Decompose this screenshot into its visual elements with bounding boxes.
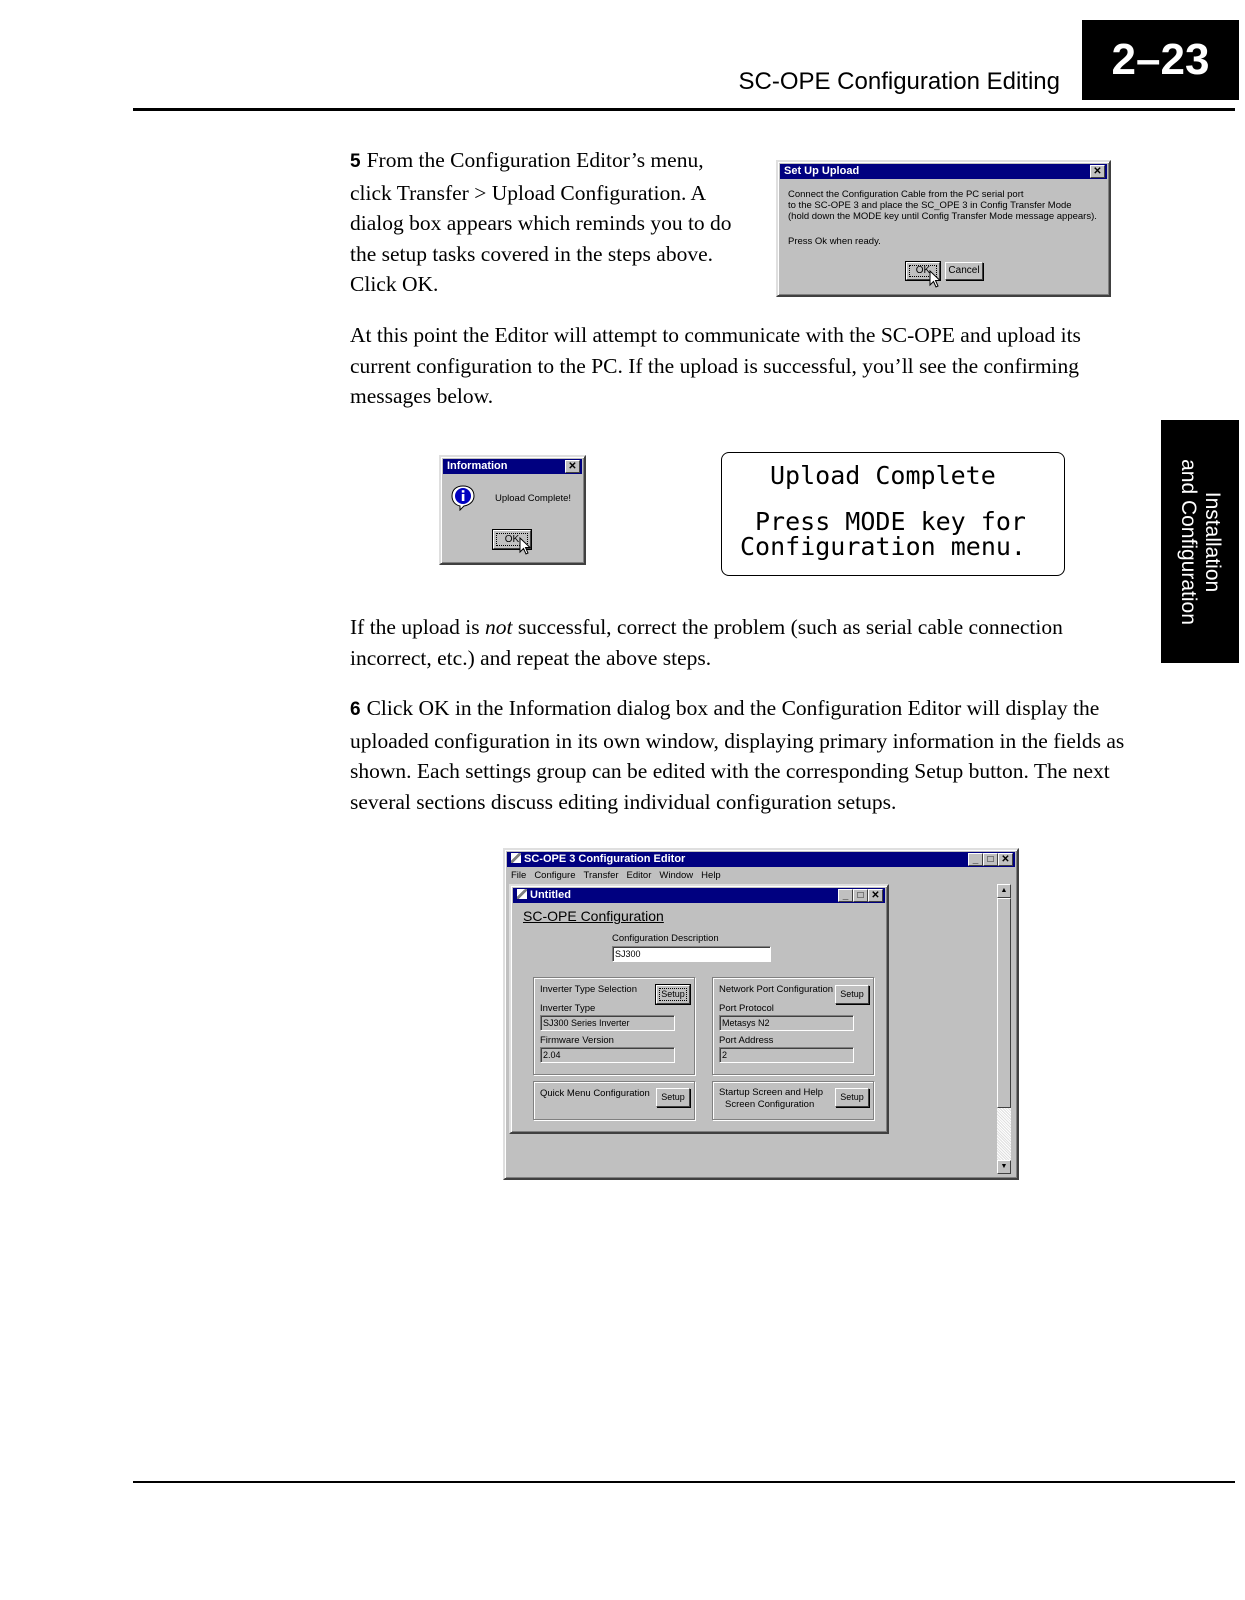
- minimize-icon[interactable]: _: [838, 889, 853, 902]
- quick-menu-setup-button[interactable]: Setup: [656, 1088, 690, 1107]
- quick-menu-label: Quick Menu Configuration: [540, 1088, 650, 1099]
- ok-button[interactable]: OK: [493, 530, 531, 549]
- upload-failure-paragraph: If the upload is not successful, correct the problem (such as serial cable connection incorrect, etc.) and repeat the above steps.: [350, 615, 1063, 670]
- chapter-side-tab: [1161, 420, 1239, 663]
- child-title: Untitled: [530, 889, 571, 901]
- page-number: 2–23: [1082, 20, 1239, 100]
- dialog-title: Information: [447, 460, 508, 472]
- info-icon: [451, 485, 475, 511]
- side-tab-line-2: and Configuration: [1177, 458, 1200, 625]
- scroll-up-icon[interactable]: ▲: [997, 884, 1011, 898]
- step-5-paragraph: [350, 145, 750, 300]
- dialog-titlebar: [443, 459, 582, 474]
- info-message: Upload Complete!: [495, 493, 572, 504]
- inverter-type-label: Inverter Type: [540, 1003, 596, 1014]
- emphasis-not: not: [484, 615, 513, 639]
- network-setup-button[interactable]: Setup: [835, 985, 869, 1004]
- network-port-group: [712, 977, 874, 1075]
- footer-rule: [133, 1481, 1235, 1483]
- menu-help[interactable]: Help: [701, 870, 721, 881]
- maximize-icon[interactable]: □: [983, 853, 998, 866]
- close-icon[interactable]: ✕: [565, 460, 580, 473]
- app-title: SC-OPE 3 Configuration Editor: [524, 853, 686, 865]
- close-icon[interactable]: ✕: [1090, 165, 1105, 178]
- firmware-field: 2.04: [540, 1047, 675, 1063]
- address-label: Port Address: [719, 1035, 774, 1046]
- startup-label: Startup Screen and Help Screen Configuration: [719, 1087, 824, 1110]
- protocol-field: Metasys N2: [719, 1015, 854, 1031]
- app-titlebar: [507, 852, 1015, 867]
- menu-file[interactable]: File: [511, 870, 527, 881]
- setup-upload-dialog: [776, 160, 1111, 297]
- address-field: 2: [719, 1047, 854, 1063]
- document-icon: [517, 889, 527, 899]
- description-input[interactable]: SJ300: [612, 946, 771, 962]
- step-text: Click OK in the Information dialog box and the Configuration Editor will display the uploaded configuration in its own window, displaying primary information in the fields as shown. Each settings group can be edited with the corresponding Setup button. The next several sections discuss editing individual configuration setups.: [350, 696, 1125, 814]
- vertical-scrollbar[interactable]: [997, 884, 1011, 1174]
- menu-window[interactable]: Window: [659, 870, 694, 881]
- step-6-paragraph: [350, 693, 1130, 817]
- side-tab-line-1: Installation: [1201, 491, 1224, 592]
- close-icon[interactable]: ✕: [998, 853, 1013, 866]
- dialog-line-4: Press Ok when ready.: [788, 236, 881, 247]
- menu-transfer[interactable]: Transfer: [583, 870, 619, 881]
- mouse-cursor-icon: [929, 270, 941, 288]
- step-text: From the Configuration Editor’s menu, click Transfer > Upload Configuration. A dialog box appears which reminds you to do the setup tasks covered in the steps above. Click OK.: [350, 148, 732, 296]
- child-titlebar: [513, 888, 885, 903]
- dialog-line-3: (hold down the MODE key until Config Transfer Mode message appears).: [788, 211, 1097, 222]
- lcd-line-2: Press MODE key for: [755, 507, 1026, 536]
- upload-attempt-paragraph: At this point the Editor will attempt to communicate with the SC-OPE and upload its current configuration to the PC. If the upload is successful, you’ll see the confirming messages below.: [350, 323, 1081, 408]
- running-header: SC-OPE Configuration Editing: [738, 68, 1060, 95]
- menu-bar: [511, 869, 721, 883]
- menu-editor[interactable]: Editor: [626, 870, 652, 881]
- menu-configure[interactable]: Configure: [534, 870, 576, 881]
- ok-button[interactable]: OK: [906, 262, 940, 280]
- config-heading: SC-OPE Configuration: [523, 908, 664, 924]
- dialog-title: Set Up Upload: [784, 165, 860, 177]
- mouse-cursor-icon: [519, 537, 531, 555]
- firmware-label: Firmware Version: [540, 1035, 614, 1046]
- inverter-group-label: Inverter Type Selection: [540, 984, 637, 995]
- description-label: Configuration Description: [612, 933, 719, 944]
- app-icon: [511, 853, 521, 863]
- header-rule: [133, 108, 1235, 111]
- startup-setup-button[interactable]: Setup: [835, 1088, 869, 1107]
- step-number: 5: [350, 151, 361, 172]
- network-group-label: Network Port Configuration: [719, 984, 834, 995]
- cancel-button[interactable]: Cancel: [945, 262, 983, 280]
- scroll-thumb[interactable]: [997, 898, 1011, 1108]
- lcd-display: [721, 452, 1065, 576]
- protocol-label: Port Protocol: [719, 1003, 774, 1014]
- dialog-line-1: Connect the Configuration Cable from the PC serial port: [788, 189, 1024, 200]
- close-icon[interactable]: ✕: [868, 889, 883, 902]
- dialog-line-2: to the SC-OPE 3 and place the SC_OPE 3 in Config Transfer Mode: [788, 200, 1072, 211]
- configuration-editor-window: [503, 848, 1019, 1180]
- step-number: 6: [350, 699, 361, 720]
- startup-screen-group: [712, 1081, 874, 1120]
- inverter-type-group: [533, 977, 695, 1075]
- inverter-setup-button[interactable]: Setup: [656, 985, 690, 1004]
- untitled-config-window: [509, 884, 889, 1134]
- quick-menu-group: [533, 1081, 695, 1120]
- scroll-down-icon[interactable]: ▼: [997, 1160, 1011, 1174]
- information-dialog: [439, 455, 586, 565]
- inverter-type-field: SJ300 Series Inverter: [540, 1015, 675, 1031]
- lcd-line-3: Configuration menu.: [740, 532, 1026, 561]
- lcd-line-1: Upload Complete: [770, 461, 996, 490]
- minimize-icon[interactable]: _: [968, 853, 983, 866]
- dialog-titlebar: [780, 164, 1107, 179]
- maximize-icon[interactable]: □: [853, 889, 868, 902]
